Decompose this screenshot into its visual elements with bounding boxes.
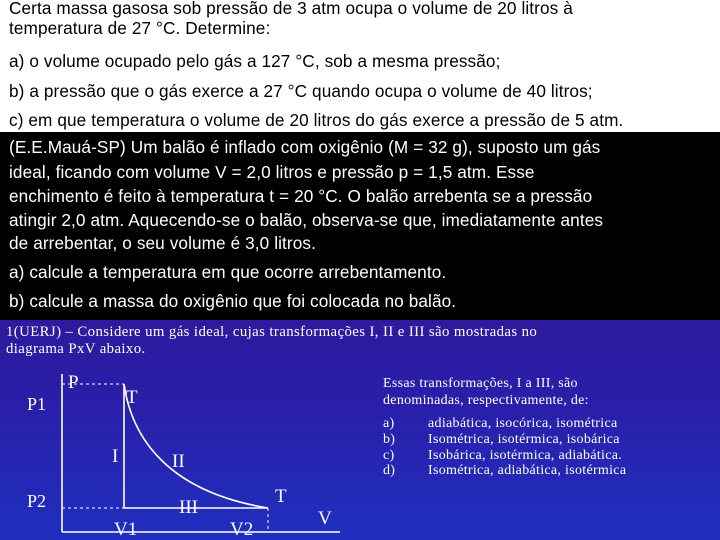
process-i-label: I <box>112 446 119 467</box>
problem-2-item-b: b) calcule a massa do oxigênio que foi colocada no balão. <box>9 291 457 311</box>
v1-label: V1 <box>114 519 138 540</box>
problem-3-question-line-2: denominadas, respectivamente, de: <box>383 393 589 408</box>
problem-3-figure <box>0 320 720 540</box>
problem-3-header-line-2: diagrama PxV abaixo. <box>6 341 146 357</box>
problem-1-item-a: a) o volume ocupado pelo gás a 127 °C, sob a mesma pressão; <box>9 51 501 71</box>
problem-3-header-line-1: 1(UERJ) – Considere um gás ideal, cujas transformações I, II e III são mostradas no <box>6 324 538 340</box>
axis-v-label: V <box>318 508 332 529</box>
t-top-label: T <box>126 387 138 408</box>
option-a-letter: a) <box>383 416 395 431</box>
v2-label: V2 <box>230 519 254 540</box>
option-d-letter: d) <box>383 463 396 478</box>
option-c-letter: c) <box>383 448 395 463</box>
problem-1-item-c: c) em que temperatura o volume de 20 litros do gás exerce a pressão de 5 atm. <box>9 110 624 130</box>
problem-1-line-2: temperatura de 27 °C. Determine: <box>9 18 271 38</box>
option-d-text: Isométrica, adiabática, isotérmica <box>428 463 627 478</box>
problem-2-line-3: enchimento é feito à temperatura t = 20 °C. O balão arrebenta se a pressão <box>9 186 593 206</box>
problem-2-line-4: atingir 2,0 atm. Aquecendo-se o balão, observa-se que, imediatamente antes <box>9 210 604 230</box>
problem-1 <box>0 0 720 132</box>
problem-2-item-a: a) calcule a temperatura em que ocorre arrebentamento. <box>9 262 447 282</box>
p1-label: P1 <box>27 394 47 414</box>
process-ii-label: II <box>172 451 185 472</box>
problem-3-question-line-1: Essas transformações, I a III, são <box>383 376 578 391</box>
problem-2-line-5: de arrebentar, o seu volume é 3,0 litros. <box>9 233 316 253</box>
axis-p-label: P <box>68 372 79 393</box>
problem-2 <box>0 132 720 320</box>
process-iii-label: III <box>179 497 198 518</box>
option-a-text: adiabática, isocórica, isométrica <box>428 416 618 431</box>
option-c-text: Isobárica, isotérmica, adiabática. <box>428 448 623 463</box>
problem-1-item-b: b) a pressão que o gás exerce a 27 °C quando ocupa o volume de 40 litros; <box>9 81 593 101</box>
pv-diagram <box>0 360 380 540</box>
option-b-letter: b) <box>383 432 396 447</box>
t-right-label: T <box>275 486 287 507</box>
problem-1-line-1: Certa massa gasosa sob pressão de 3 atm ocupa o volume de 20 litros à <box>9 0 573 18</box>
problem-2-line-2: ideal, ficando com volume V = 2,0 litros e pressão p = 1,5 atm. Esse <box>9 162 535 182</box>
process-ii-curve <box>124 384 268 508</box>
option-b-text: Isométrica, isotérmica, isobárica <box>428 432 620 447</box>
problem-2-line-1: (E.E.Mauá-SP) Um balão é inflado com oxigênio (M = 32 g), suposto um gás <box>9 137 601 157</box>
p2-label: P2 <box>27 491 47 511</box>
